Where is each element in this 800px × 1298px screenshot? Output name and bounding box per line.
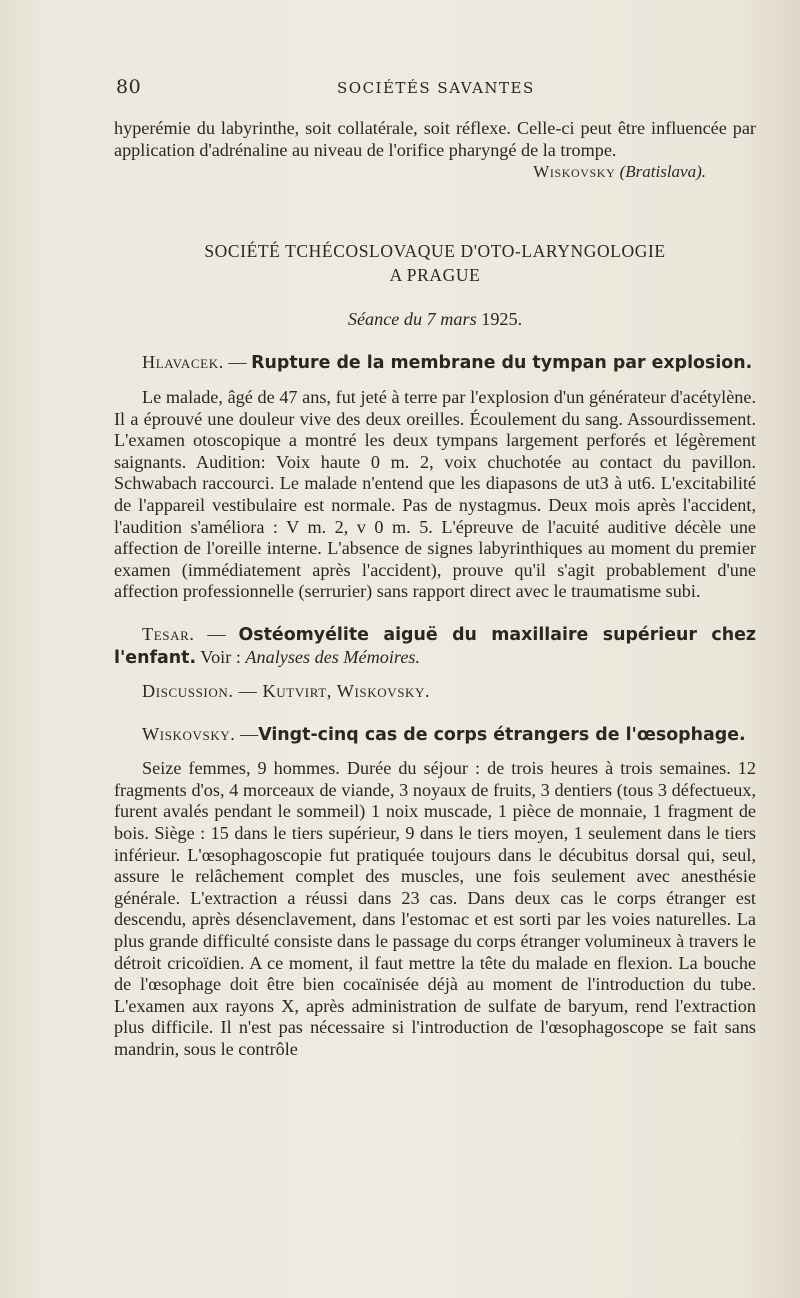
report-body: Seize femmes, 9 hommes. Durée du séjour : de trois heures à trois semaines. 12 fragments d'os, 4 morceaux de viande, 3 noyaux de fruits, 3 dentiers (tous 3 défectueux, furent avalés pendant le sommeil) 1 noix muscade, 1 pièce de monnaie, 1 fragment de bois. Siège : 15 dans le tiers supérieur, 9 dans le tiers moyen, 1 seulement dans le tiers inférieur. L'œsophagoscopie fut pratiquée toujours dans le décubitus dorsal qui, seul, assure le relâchement complet des muscles, une fois seulement avec anesthésie générale. L'extraction a réussi dans 23 cas. Dans deux cas le corps étranger est descendu, après désenclavement, dans l'estomac et est sorti par les voies naturelles. La plus grande difficulté consiste dans le passage du corps étranger volumineux à travers le détroit cricoïdien. A ce moment, il faut mettre la tête du malade en flexion. La bouche de l'œsophage doit être bien cocaïnisée déjà au moment de l'introduction du tube. L'examen aux rayons X, après administration de sulfate de baryum, rend l'extraction plus difficile. Il n'est pas nécessaire si l'introduction de l'œsophagoscope se fait sans mandrin, sous le contrôle: [114, 758, 756, 1059]
report-heading: [114, 352, 756, 375]
report-author: Tesar.: [142, 623, 195, 644]
report-dash: —: [194, 623, 239, 644]
intro-signature: [114, 161, 706, 183]
page-body: [114, 118, 756, 1061]
report-author: Hlavacek.: [142, 352, 224, 373]
society-name: SOCIÉTÉ TCHÉCOSLOVAQUE D'OTO-LARYNGOLOGIE: [204, 240, 666, 261]
intro-paragraph: hyperémie du labyrinthe, soit collatérale, soit réflexe. Celle-ci peut être influencée par application d'adrénaline au niveau de l'orifice pharyngé de la trompe.: [114, 118, 756, 160]
report-heading: [114, 724, 756, 747]
report-body: Le malade, âgé de 47 ans, fut jeté à terre par l'explosion d'un générateur d'acétylène. Il a éprouvé une douleur vive des deux oreilles. Écoulement du sang. Assourdissement. L'examen otoscopique a montré les deux tympans largement perforés et légèrement saignants. Audition: Voix haute 0 m. 2, voix chuchotée au contact du pavillon. Schwabach raccourci. Le malade n'entend que les diapasons de ut3 à ut6. L'excitabilité de l'appareil vestibulaire est normale. Pas de nystagmus. Deux mois après l'accident, l'audition s'améliora : V m. 2, v 0 m. 5. L'épreuve de l'acuité auditive décèle une affection de l'oreille interne. L'absence de signes labyrinthiques au moment du premier examen (immédiatement après l'accident), prouve qu'il s'agit probablement d'une affection professionnelle (serrurier) sans rapport direct avec le traumatisme subi.: [114, 386, 756, 602]
report-author: Wiskovsky.: [142, 723, 236, 744]
report-dash: —: [235, 723, 259, 744]
report-dash: —: [223, 352, 252, 373]
session-year: 1925.: [481, 308, 523, 329]
discussion-names: — Kutvirt, Wiskovsky.: [233, 681, 431, 702]
report-voir: Voir :: [196, 646, 246, 667]
intro-author-location: (Bratislava).: [619, 162, 706, 182]
society-heading: [114, 239, 756, 287]
page-number: 80: [116, 76, 142, 98]
running-title: SOCIÉTÉS SAVANTES: [337, 79, 535, 97]
page-header: [116, 76, 756, 102]
intro-author: Wiskovsky: [533, 162, 616, 182]
society-city: A PRAGUE: [389, 264, 481, 285]
report-heading: [114, 624, 756, 669]
session-prefix: Séance du 7 mars: [347, 308, 477, 329]
discussion-line: [114, 681, 756, 703]
report-title: Rupture de la membrane du tympan par explosion.: [251, 353, 753, 374]
report-title: Vingt-cinq cas de corps étrangers de l'œsophage.: [258, 724, 746, 745]
session-date: [114, 309, 756, 331]
report-title: Ostéomyélite aiguë du maxillaire supérieur chez l'enfant.: [114, 624, 757, 668]
report-reference: Analyses des Mémoires.: [245, 646, 421, 667]
discussion-label: Discussion.: [142, 681, 234, 702]
